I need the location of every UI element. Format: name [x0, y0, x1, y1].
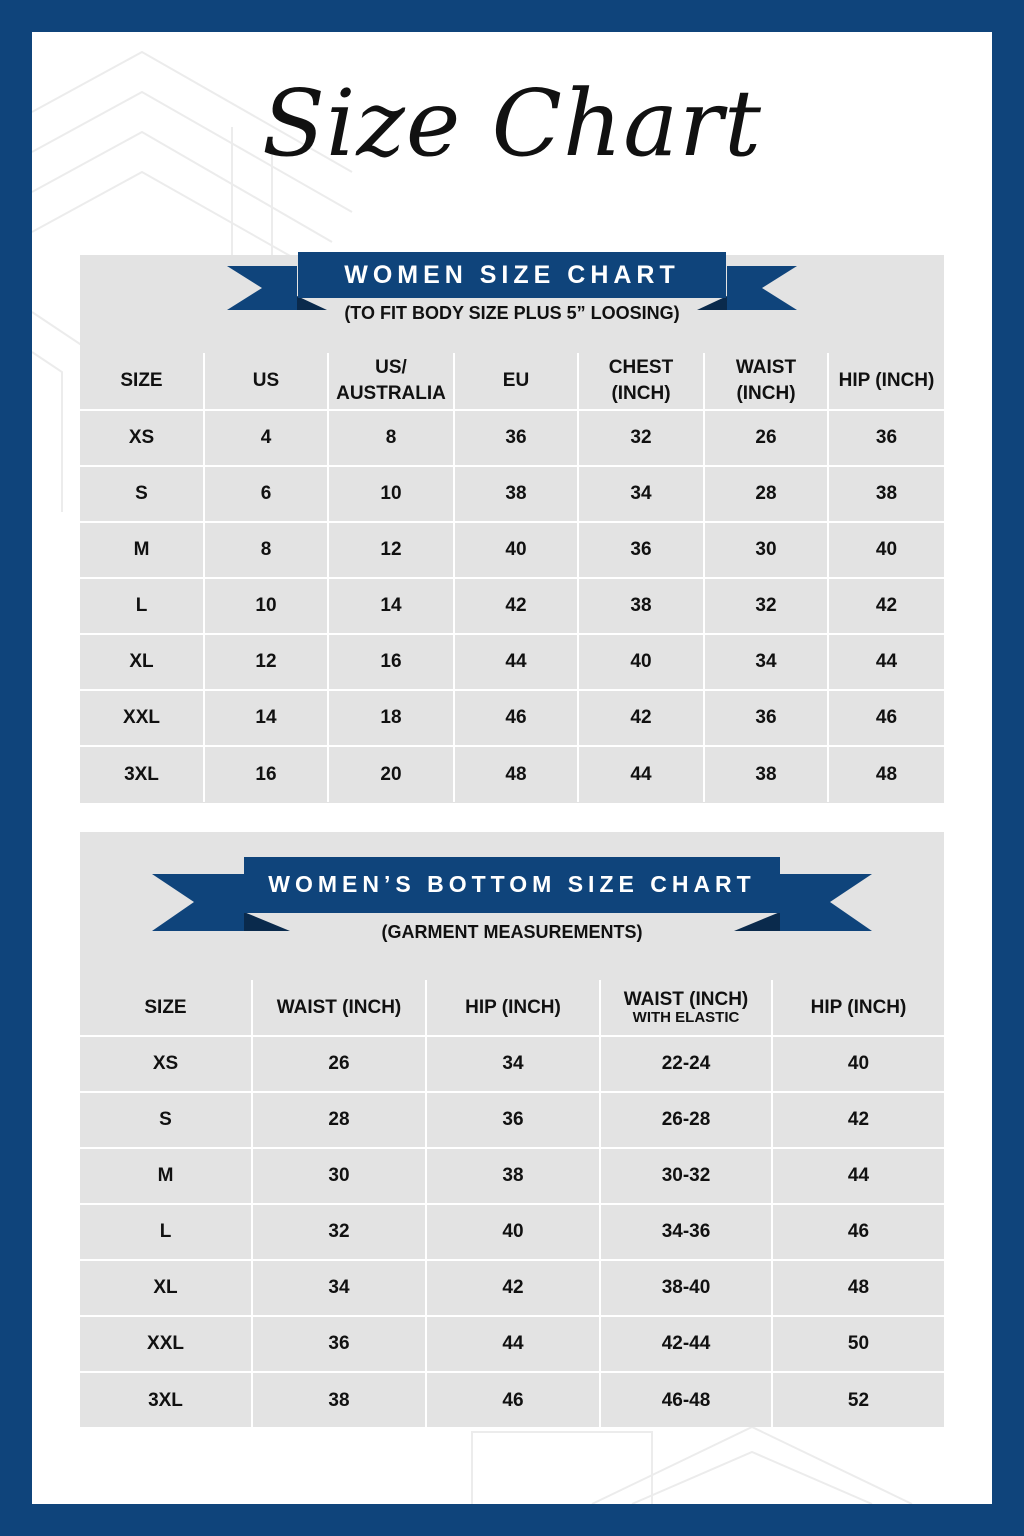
size-cell: XXL: [80, 690, 204, 746]
measurement-cell: 42: [578, 690, 704, 746]
measurement-cell: 38: [454, 466, 578, 522]
women-chart-subtitle: (TO FIT BODY SIZE PLUS 5” LOOSING): [344, 303, 680, 323]
measurement-cell: 42: [772, 1092, 944, 1148]
table-row: [80, 1036, 944, 1092]
measurement-cell: 44: [426, 1316, 600, 1372]
column-header: HIP (INCH): [828, 353, 944, 410]
table-row: [80, 1260, 944, 1316]
column-header: SIZE: [80, 980, 252, 1036]
column-header: HIP (INCH): [772, 980, 944, 1036]
measurement-cell: 36: [578, 522, 704, 578]
measurement-cell: 26-28: [600, 1092, 772, 1148]
column-header: US/ AUSTRALIA: [328, 353, 454, 410]
measurement-cell: 20: [328, 746, 454, 802]
table-row: [80, 1316, 944, 1372]
measurement-cell: 18: [328, 690, 454, 746]
column-header: US: [204, 353, 328, 410]
table-row: [80, 466, 944, 522]
measurement-cell: 32: [252, 1204, 426, 1260]
measurement-cell: 48: [772, 1260, 944, 1316]
measurement-cell: 42: [828, 578, 944, 634]
measurement-cell: 26: [704, 410, 828, 466]
measurement-cell: 40: [828, 522, 944, 578]
measurement-cell: 34: [426, 1036, 600, 1092]
size-cell: S: [80, 1092, 252, 1148]
table-row: [80, 522, 944, 578]
column-header: [600, 980, 772, 1036]
table-header-row: [80, 353, 944, 410]
bottom-chart-heading: WOMEN’S BOTTOM SIZE CHART: [268, 871, 756, 897]
column-header-label: WAIST (INCH): [623, 989, 749, 1010]
measurement-cell: 30: [252, 1148, 426, 1204]
measurement-cell: 6: [204, 466, 328, 522]
measurement-cell: 8: [328, 410, 454, 466]
measurement-cell: 42: [454, 578, 578, 634]
size-cell: 3XL: [80, 1372, 252, 1428]
column-header-note: WITH ELASTIC: [632, 1009, 740, 1026]
measurement-cell: 38: [578, 578, 704, 634]
measurement-cell: 44: [828, 634, 944, 690]
measurement-cell: 34: [252, 1260, 426, 1316]
size-cell: XXL: [80, 1316, 252, 1372]
measurement-cell: 28: [704, 466, 828, 522]
column-header: WAIST (INCH): [252, 980, 426, 1036]
table-row: [80, 746, 944, 802]
table-row: [80, 410, 944, 466]
size-cell: L: [80, 1204, 252, 1260]
measurement-cell: 32: [704, 578, 828, 634]
measurement-cell: 44: [454, 634, 578, 690]
size-cell: S: [80, 466, 204, 522]
page-title: Size Chart: [261, 70, 763, 177]
size-cell: M: [80, 522, 204, 578]
measurement-cell: 36: [454, 410, 578, 466]
table-row: [80, 578, 944, 634]
column-header: CHEST (INCH): [578, 353, 704, 410]
measurement-cell: 32: [578, 410, 704, 466]
table-row: [80, 634, 944, 690]
table-row: [80, 1372, 944, 1428]
measurement-cell: 46: [772, 1204, 944, 1260]
size-cell: XL: [80, 1260, 252, 1316]
measurement-cell: 52: [847, 1389, 870, 1411]
measurement-cell: 12: [204, 634, 328, 690]
women-size-table: [80, 353, 944, 802]
measurement-cell: 36: [426, 1092, 600, 1148]
bottom-chart-subtitle: (GARMENT MEASUREMENTS): [381, 922, 643, 942]
measurement-cell: 36: [828, 410, 944, 466]
measurement-cell: 44: [772, 1148, 944, 1204]
measurement-cell: 48: [454, 746, 578, 802]
measurement-cell: 10: [204, 578, 328, 634]
measurement-cell: 46-48: [600, 1372, 772, 1428]
women-chart-heading: WOMEN SIZE CHART: [344, 261, 680, 289]
size-cell: L: [80, 578, 204, 634]
measurement-cell: 22-24: [600, 1036, 772, 1092]
measurement-cell: 14: [204, 690, 328, 746]
measurement-cell: 10: [328, 466, 454, 522]
measurement-cell: 42: [426, 1260, 600, 1316]
measurement-cell: 34-36: [600, 1204, 772, 1260]
measurement-cell: 38: [252, 1372, 426, 1428]
measurement-cell: 40: [578, 634, 704, 690]
measurement-cell: 16: [204, 746, 328, 802]
measurement-cell: 38: [704, 746, 828, 802]
measurement-cell: 16: [328, 634, 454, 690]
size-cell: XS: [80, 1036, 252, 1092]
size-cell: M: [80, 1148, 252, 1204]
measurement-cell: 12: [328, 522, 454, 578]
column-header: HIP (INCH): [426, 980, 600, 1036]
table-row: [80, 1204, 944, 1260]
measurement-cell: 4: [204, 410, 328, 466]
table-row: [80, 1092, 944, 1148]
measurement-cell: 40: [426, 1204, 600, 1260]
column-header: SIZE: [80, 353, 204, 410]
table-row: [80, 1148, 944, 1204]
measurement-cell: 38-40: [600, 1260, 772, 1316]
bottom-size-table: [80, 980, 944, 1428]
measurement-cell: 34: [578, 466, 704, 522]
table-row: [80, 690, 944, 746]
measurement-cell: 46: [426, 1372, 600, 1428]
table-header-row: [80, 980, 944, 1036]
size-cell: 3XL: [80, 746, 204, 802]
measurement-cell: 44: [578, 746, 704, 802]
measurement-cell: 30: [704, 522, 828, 578]
measurement-cell: 30-32: [600, 1148, 772, 1204]
column-header: EU: [454, 353, 578, 410]
measurement-cell: 14: [328, 578, 454, 634]
measurement-cell: 50: [772, 1316, 944, 1372]
size-cell: XS: [80, 410, 204, 466]
measurement-cell: 40: [454, 522, 578, 578]
measurement-cell: 36: [704, 690, 828, 746]
measurement-cell: 38: [426, 1148, 600, 1204]
measurement-cell: 46: [828, 690, 944, 746]
measurement-cell: 34: [704, 634, 828, 690]
size-chart-card: [32, 32, 992, 1504]
size-cell: XL: [80, 634, 204, 690]
measurement-cell: 42-44: [600, 1316, 772, 1372]
measurement-cell: 40: [772, 1036, 944, 1092]
measurement-cell: 38: [828, 466, 944, 522]
measurement-cell: 48: [875, 763, 898, 785]
measurement-cell: 46: [454, 690, 578, 746]
measurement-cell: 28: [252, 1092, 426, 1148]
measurement-cell: 36: [252, 1316, 426, 1372]
measurement-cell: 26: [252, 1036, 426, 1092]
measurement-cell: 8: [204, 522, 328, 578]
column-header: WAIST (INCH): [704, 353, 828, 410]
